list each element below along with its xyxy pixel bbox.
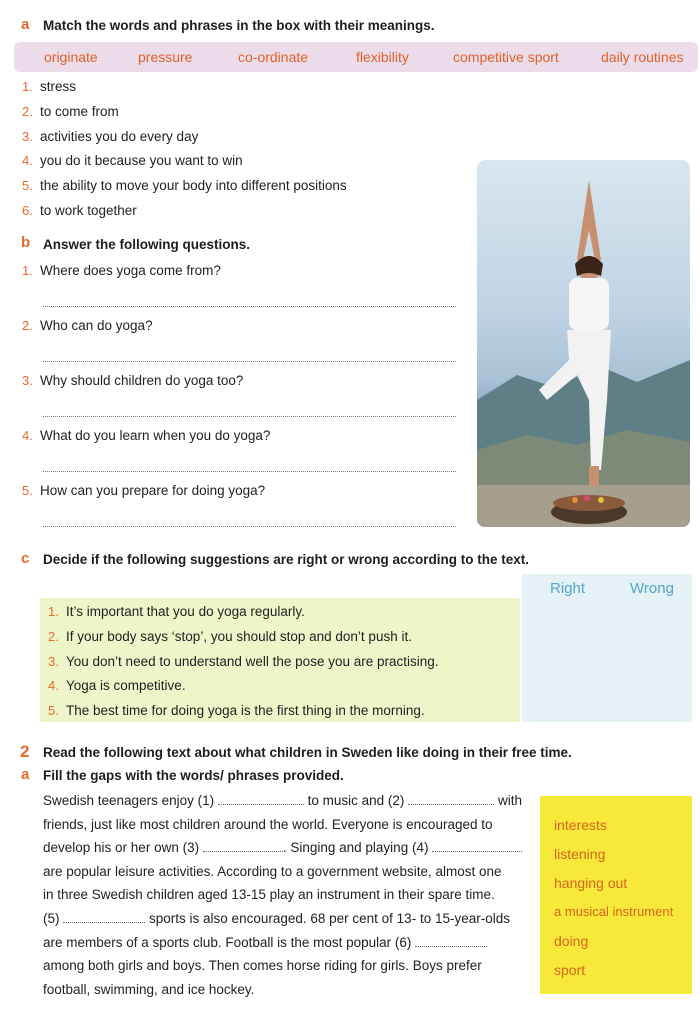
- list-item: 5. the ability to move your body into different positions: [22, 178, 347, 194]
- gap-fill-text: [43, 789, 523, 1001]
- text-line: in three Swedish children aged 13-15 play an instrument in their spare time.: [43, 887, 495, 903]
- list-item: 1. stress: [22, 79, 77, 94]
- question-row: 2. Who can do yoga?: [22, 318, 153, 333]
- list-item: 3. You don’t need to understand well the pose you are practising.: [48, 653, 439, 669]
- word-item: pressure: [138, 49, 193, 65]
- text-line: friends, just like most children around the world. Everyone is encouraged to: [43, 816, 493, 832]
- exercise-2-number: 2: [20, 742, 30, 761]
- list-item: 3. activities you do every day: [22, 128, 199, 144]
- answer-line[interactable]: [43, 361, 456, 362]
- text-line: Swedish teenagers enjoy (1) to music and (2) with: [43, 793, 522, 808]
- question-row: 5. How can you prepare for doing yoga?: [22, 483, 266, 498]
- gap-6[interactable]: [415, 936, 487, 947]
- word-item: daily routines: [601, 49, 684, 65]
- suggestion-list: [48, 604, 439, 728]
- text-line: (5) sports is also encouraged. 68 per cent of 13- to 15-year-olds: [43, 910, 510, 926]
- section-c-heading: Decide if the following suggestions are right or wrong according to the text.: [43, 552, 530, 567]
- answer-line[interactable]: [43, 471, 456, 472]
- gap-3[interactable]: [203, 841, 283, 852]
- section-b-heading: Answer the following questions.: [43, 237, 251, 252]
- text-line: football, swimming, and ice hockey.: [43, 981, 255, 997]
- list-item: 2. If your body says ‘stop’, you should stop and don’t push it.: [48, 628, 412, 644]
- word-option: doing: [554, 933, 589, 949]
- right-column-label: Right: [550, 580, 586, 597]
- gap-2[interactable]: [408, 794, 494, 805]
- definition-list: [22, 79, 347, 228]
- word-box: [14, 42, 698, 72]
- list-item: 4. you do it because you want to win: [22, 153, 243, 169]
- text-line: among both girls and boys. Then comes horse riding for girls. Boys prefer: [43, 958, 482, 974]
- word-item: co-ordinate: [238, 49, 309, 65]
- question-row: 4. What do you learn when you do yoga?: [22, 428, 271, 443]
- word-option: a musical instrument: [554, 904, 674, 919]
- word-option: hanging out: [554, 875, 628, 891]
- question-row: 1. Where does yoga come from?: [22, 263, 221, 278]
- exercise-2a-marker: a: [21, 766, 30, 783]
- word-option: listening: [554, 846, 606, 862]
- section-a-heading: Match the words and phrases in the box with their meanings.: [43, 18, 435, 33]
- wrong-column-label: Wrong: [630, 580, 674, 597]
- answer-line[interactable]: [43, 306, 456, 307]
- answer-line[interactable]: [43, 526, 456, 527]
- list-item: 1. It’s important that you do yoga regularly.: [48, 604, 305, 619]
- gap-1[interactable]: [218, 794, 304, 805]
- list-item: 4. Yoga is competitive.: [48, 678, 186, 694]
- text-line: are popular leisure activities. According to a government website, almost one: [43, 863, 502, 879]
- word-item: originate: [44, 49, 98, 65]
- word-list-box: [540, 796, 692, 994]
- question-row: 3. Why should children do yoga too?: [22, 373, 244, 388]
- section-b-marker: b: [21, 234, 31, 251]
- exercise-2-heading: Read the following text about what children in Sweden like doing in their free time.: [43, 745, 572, 760]
- text-line: are members of a sports club. Football is the most popular (6): [43, 931, 523, 955]
- list-item: 2. to come from: [22, 103, 119, 119]
- list-item: 6. to work together: [22, 202, 137, 218]
- word-item: competitive sport: [453, 49, 559, 65]
- exercise-2a-heading: Fill the gaps with the words/ phrases provided.: [43, 768, 344, 783]
- word-option: sport: [554, 962, 586, 978]
- word-option: interests: [554, 817, 607, 833]
- section-a-marker: a: [21, 16, 30, 33]
- text-line: develop his or her own (3) . Singing and playing (4): [43, 836, 523, 860]
- gap-4[interactable]: [432, 841, 522, 852]
- section-c-marker: c: [21, 550, 30, 567]
- answer-line[interactable]: [43, 416, 456, 417]
- word-item: flexibility: [356, 49, 409, 65]
- yoga-photo: [477, 160, 690, 527]
- list-item: 5. The best time for doing yoga is the first thing in the morning.: [48, 703, 425, 719]
- gap-5[interactable]: [63, 912, 145, 923]
